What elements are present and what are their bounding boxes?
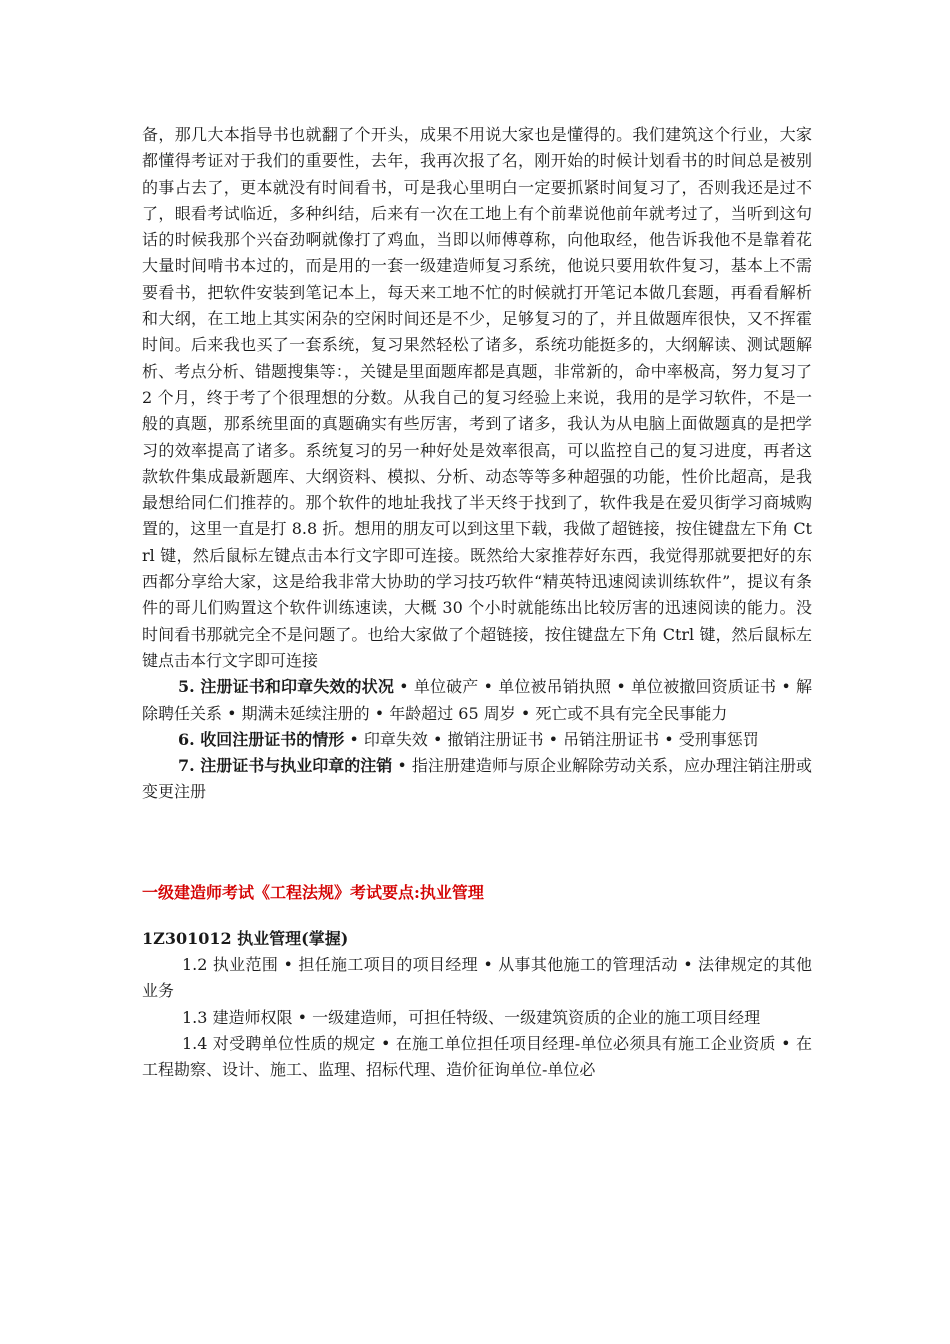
sub-heading: 1Z301012 执业管理(掌握) [142, 928, 349, 948]
sub-item-employer-rules: 1.4 对受聘单位性质的规定 • 在施工单位担任项目经理-单位必须具有施工企业资质 • 在工程勘察、设计、施工、监理、招标代理、造价征询单位-单位必 [142, 1033, 812, 1080]
item-heading: 5. 注册证书和印章失效的状况 [178, 677, 394, 697]
document-page [142, 122, 812, 1084]
body-paragraph: 备，那几大本指导书也就翻了个开头，成果不用说大家也是懂得的。我们建筑这个行业，大家都懂得考证对于我们的重要性，去年，我再次报了名，刚开始的时候计划看书的时间总是被别的事占去了，更本就没有时间看书，可是我心里明白一定要抓紧时间复习了，否则我还是过不了，眼看考试临近，多种纠结，后来有一次在工地上有个前辈说他前年就考过了，当听到这句话的时候我那个兴奋劲啊就像打了鸡血，当即以师傅尊称，向他取经，他告诉我他不是靠着花大量时间啃书本过的，而是用的一套一级建造师复习系统，他说只要用软件复习，基本上不需要看书，把软件安装到笔记本上，每天来工地不忙的时候就打开笔记本做几套题，再看看解析和大纲，在工地上其实闲杂的空闲时间还是不少，足够复习的了，并且做题库很快，又不挥霍时间。后来我也买了一套系统，复习果然轻松了诸多，系统功能挺多的，大纲解读、测试题解析、考点分析、错题搜集等：，关键是里面题库都是真题，非常新的，命中率极高，努力复习了 2 个月，终于考了个很理想的分数。从我自己的复习经验上来说，我用的是学习软件，不是一般的真题，那系统里面的真题确实有些厉害，考到了诸多，我认为从电脑上面做题真的是把学习的效率提高了诸多。系统复习的另一种好处是效率很高，可以监控自己的复习进度，再者这款软件集成最新题库、大纲资料、模拟、分析、动态等等多种超强的功能，性价比超高，是我最想给同仁们推荐的。那个软件的地址我找了半天终于找到了，软件我是在爱贝街学习商城购置的，这里一直是打 8.8 折。想用的朋友可以到这里下载，我做了超链接，按住键盘左下角 Ctrl 键，然后鼠标左键点击本行文字即可连接。既然给大家推荐好东西，我觉得那就要把好的东西都分享给大家，这是给我非常大协助的学习技巧软件“精英特迅速阅读训练软件”，提议有条件的哥儿们购置这个软件训练速读，大概 30 个小时就能练出比较厉害的迅速阅读的能力。没时间看书那就完全不是问题了。也给大家做了个超链接，按住键盘左下角 Ctrl 键，然后鼠标左键点击本行文字即可连接 [142, 125, 812, 670]
item-heading: 7. 注册证书与执业印章的注销 [178, 756, 393, 776]
list-item-certificate-cancel [142, 753, 812, 806]
list-item-certificate-revoke [142, 727, 812, 753]
sub-item-scope: 1.2 执业范围 • 担任施工项目的项目经理 • 从事其他施工的管理活动 • 法律规定的其他业务 [142, 955, 812, 1001]
item-text: • 单位破产 • 单位被吊销执照 • 单位被撤回资质证书 • 解除聘任关系 • 期满未延续注册的 • 年龄超过 65 周岁 • 死亡或不具有完全民事能力 [142, 677, 812, 723]
item-text: • 印章失效 • 撤销注册证书 • 吊销注册证书 • 受刑事惩罚 [344, 729, 759, 749]
list-item-certificate-invalid [142, 674, 812, 727]
vertical-spacer [142, 806, 812, 880]
item-heading: 6. 收回注册证书的情形 [178, 729, 345, 749]
section-title: 一级建造师考试《工程法规》考试要点:执业管理 [142, 882, 484, 902]
sub-item-authority: 1.3 建造师权限 • 一级建造师，可担任特级、一级建筑资质的企业的施工项目经理 [182, 1007, 761, 1027]
vertical-spacer [142, 906, 812, 926]
item-text: • 指注册建造师与原企业解除劳动关系，应办理注销注册或变更注册 [142, 756, 812, 802]
